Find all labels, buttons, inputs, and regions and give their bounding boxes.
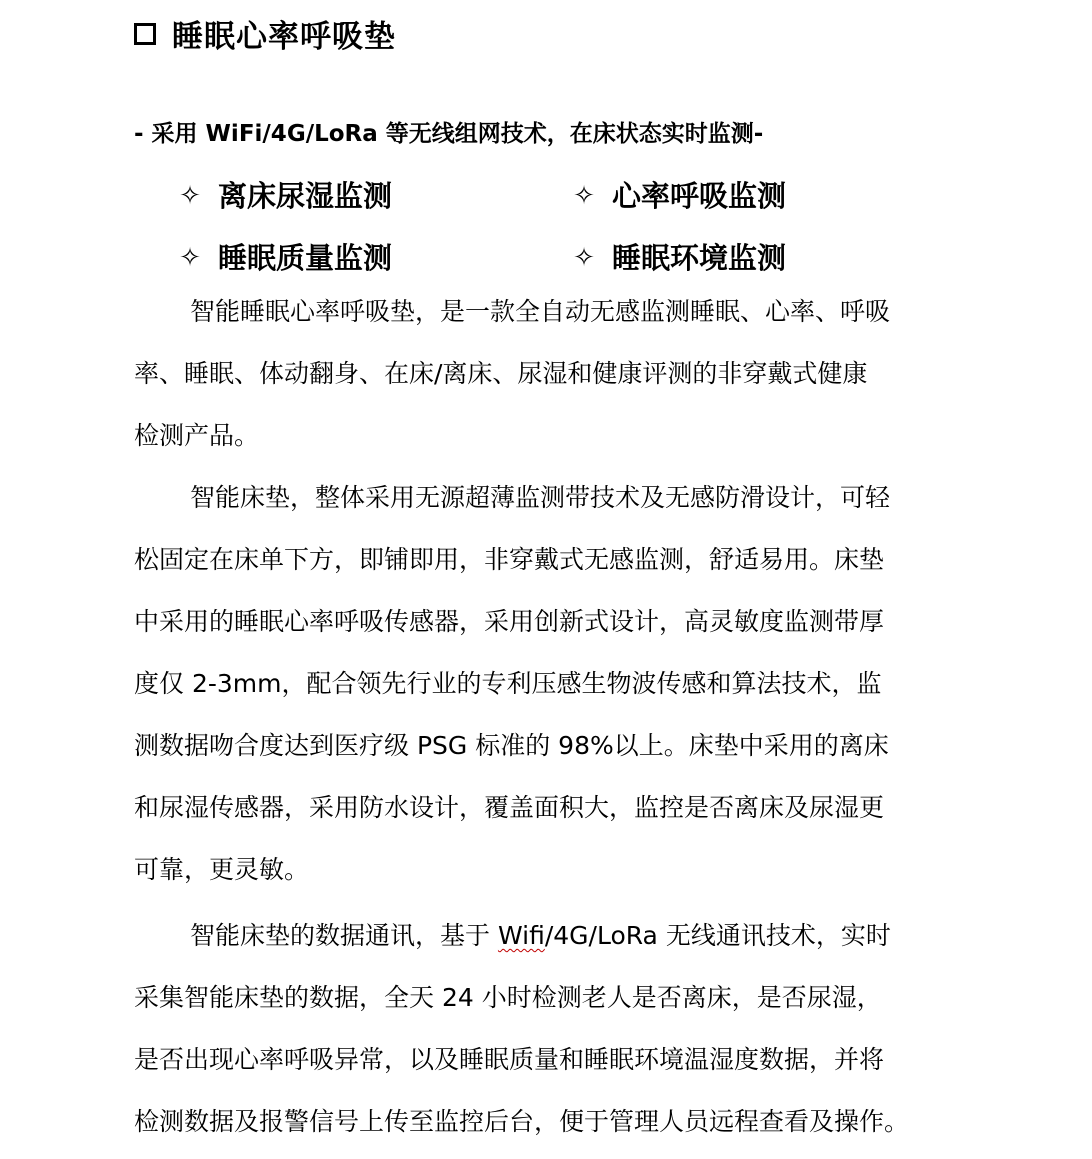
feature-label: 心率呼吸监测: [612, 179, 787, 213]
four-point-star-icon: ✧: [573, 181, 595, 211]
paragraph-line: [134, 777, 966, 839]
paragraph-line: [134, 715, 966, 777]
paragraph-line: [134, 467, 966, 529]
four-point-star-icon: ✧: [573, 243, 595, 273]
paragraph-line-text: 检测数据及报警信号上传至监控后台，便于管理人员远程查看及操作。: [134, 1107, 910, 1136]
paragraph-line-text: 是否出现心率呼吸异常，以及睡眠质量和睡眠环境温湿度数据，并将: [134, 1045, 885, 1074]
paragraph-line-text: 智能床垫的数据通讯，基于: [190, 921, 498, 950]
heading-title: 睡眠心率呼吸垫: [172, 18, 396, 55]
feature-item: [176, 233, 392, 283]
feature-item: [570, 171, 786, 221]
four-point-star-icon: ✧: [179, 181, 201, 211]
subtitle: - 采用 WiFi/4G/LoRa 等无线组网技术，在床状态实时监测-: [134, 121, 764, 147]
paragraph-line: [134, 967, 966, 1029]
paragraph-mattress: [134, 467, 966, 901]
paragraph-line-text: 度仅 2-3mm，配合领先行业的专利压感生物波传感和算法技术，监: [134, 669, 882, 698]
paragraph-line-text: 检测产品。: [134, 421, 260, 450]
paragraph-line: [134, 405, 966, 467]
paragraph-line-text: 和尿湿传感器，采用防水设计，覆盖面积大，监控是否离床及尿湿更: [134, 793, 885, 822]
paragraph-line-text: 松固定在床单下方，即铺即用，非穿戴式无感监测，舒适易用。床垫: [134, 545, 885, 574]
paragraph-line: [134, 905, 966, 967]
feature-item: [176, 171, 392, 221]
paragraph-line: [134, 1091, 966, 1153]
paragraph-line: [134, 653, 966, 715]
spellcheck-flagged-word: Wifi: [497, 921, 545, 950]
feature-label: 睡眠环境监测: [612, 241, 787, 275]
paragraph-line: [134, 281, 966, 343]
paragraph-line-text: 采集智能床垫的数据，全天 24 小时检测老人是否离床，是否尿湿，: [134, 983, 882, 1012]
paragraph-communication: [134, 905, 966, 1153]
paragraph-line-text: /4G/LoRa 无线通讯技术，实时: [544, 921, 891, 950]
feature-item: [570, 233, 786, 283]
paragraph-line: [134, 343, 966, 405]
paragraph-line: [134, 529, 966, 591]
paragraph-line-text: 率、睡眠、体动翻身、在床/离床、尿湿和健康评测的非穿戴式健康: [134, 359, 868, 388]
feature-label: 睡眠质量监测: [218, 241, 393, 275]
feature-label: 离床尿湿监测: [218, 179, 393, 213]
paragraph-line-text: 中采用的睡眠心率呼吸传感器，采用创新式设计，高灵敏度监测带厚: [134, 607, 885, 636]
section-heading: [134, 10, 396, 56]
checkbox-square-icon: [134, 23, 156, 45]
paragraph-line: [134, 1029, 966, 1091]
four-point-star-icon: ✧: [179, 243, 201, 273]
paragraph-intro: [134, 281, 966, 467]
paragraph-line-text: 测数据吻合度达到医疗级 PSG 标准的 98%以上。床垫中采用的离床: [134, 731, 889, 760]
paragraph-line: [134, 591, 966, 653]
paragraph-line: [134, 839, 966, 901]
paragraph-line-text: 智能床垫，整体采用无源超薄监测带技术及无感防滑设计，可轻: [190, 483, 891, 512]
paragraph-line-text: 智能睡眠心率呼吸垫，是一款全自动无感监测睡眠、心率、呼吸: [190, 297, 891, 326]
paragraph-line-text: 可靠，更灵敏。: [134, 855, 310, 884]
